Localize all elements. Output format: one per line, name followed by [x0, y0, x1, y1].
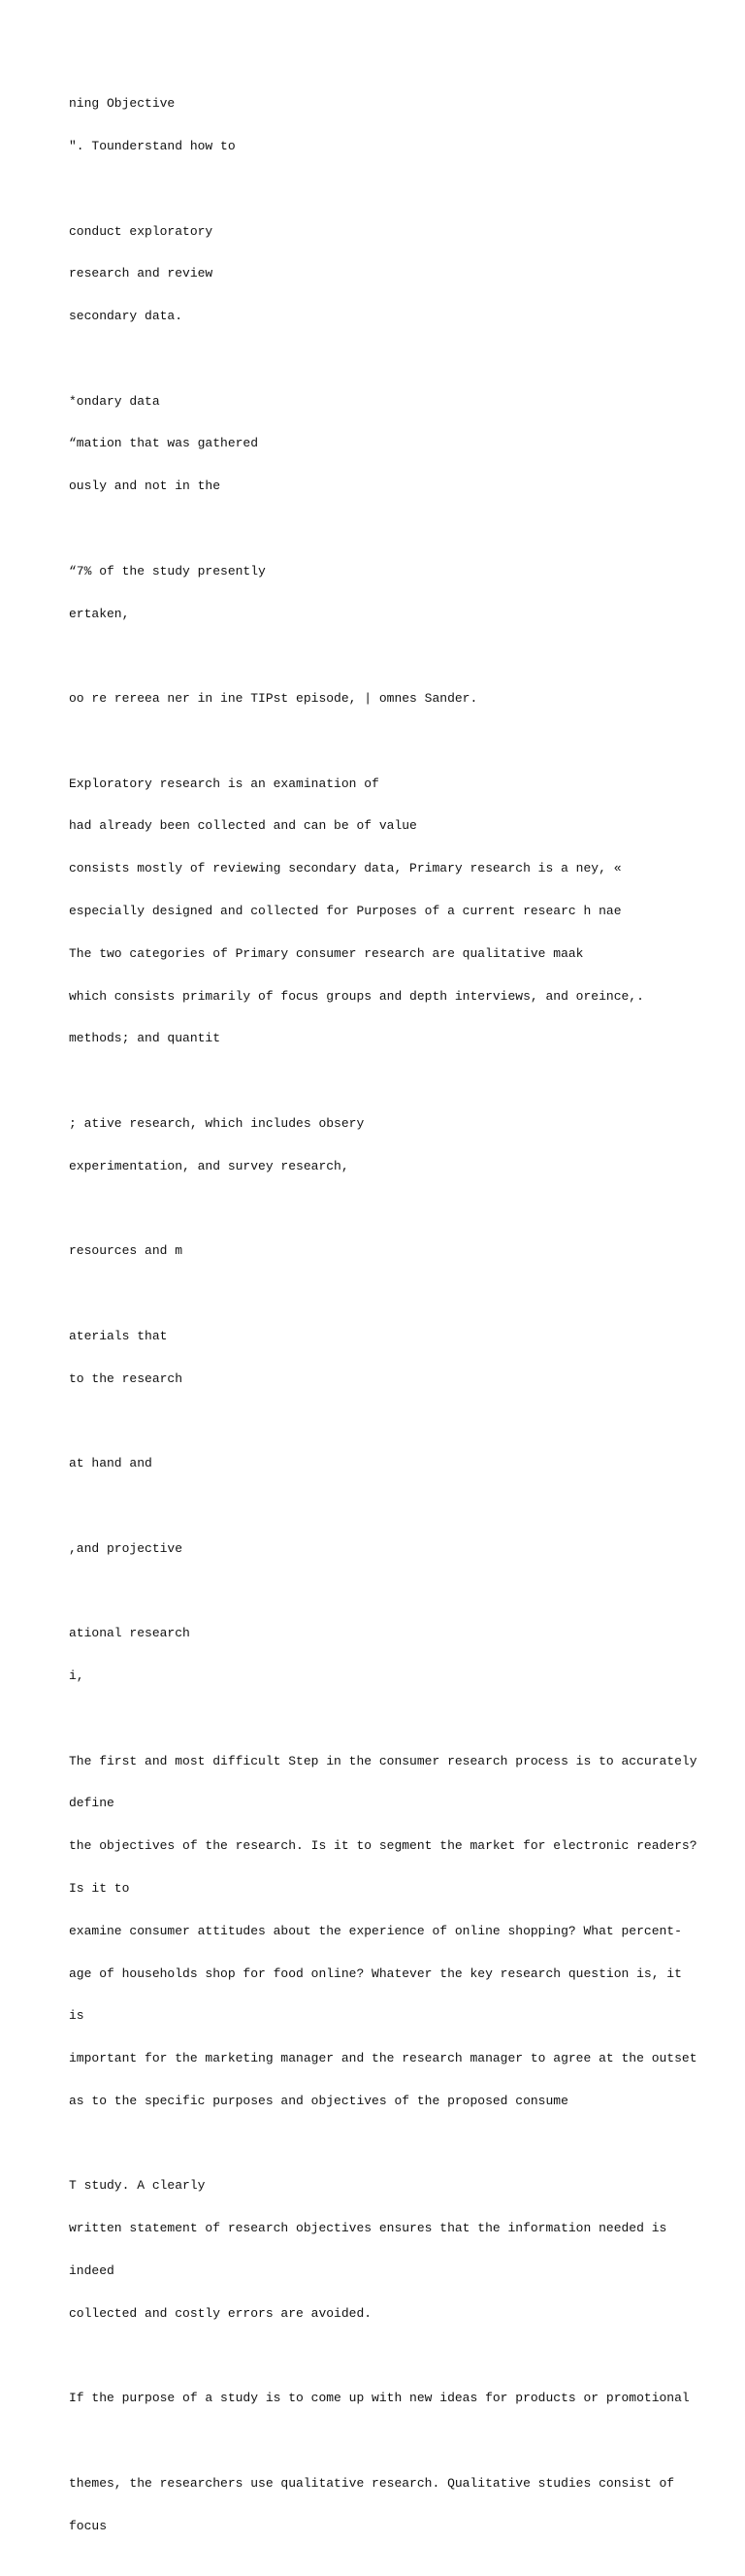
text-line: define: [69, 1796, 114, 1811]
text-line: indeed: [69, 2263, 114, 2279]
paragraph-16: [69, 2449, 690, 2562]
paragraph-14: [69, 2151, 690, 2349]
text-line: as to the specific purposes and objectives of the proposed consume: [69, 2093, 568, 2108]
paragraph-12: [69, 1599, 690, 1712]
text-line: had already been collected and can be of value: [69, 818, 417, 834]
text-line: age of households shop for food online? Whatever the key research question is, it: [69, 1965, 682, 1981]
text-line: consists mostly of reviewing secondary data, Primary research is a ney, «: [69, 861, 622, 876]
text-line: examine consumer attitudes about the experience of online shopping? What percent-: [69, 1923, 682, 1938]
paragraph-15: [69, 2363, 690, 2434]
text-line: the objectives of the research. Is it to segment the market for electronic readers?: [69, 1838, 697, 1854]
text-line: “mation that was gathered: [69, 436, 259, 451]
paragraph-4: [69, 537, 690, 650]
paragraph-6: [69, 749, 690, 1075]
text-line: T study. A clearly: [69, 2178, 206, 2194]
text-line: ; ative research, which includes obsery: [69, 1115, 365, 1131]
paragraph-5: [69, 664, 690, 735]
text-line: aterials that: [69, 1328, 168, 1343]
paragraph-8: [69, 1216, 690, 1287]
text-line: The two categories of Primary consumer research are qualitative maak: [69, 945, 584, 961]
text-line: oo re rereea ner in ine TIPst episode, | omnes Sander.: [69, 691, 478, 707]
text-line: ". Tounderstand how to: [69, 138, 236, 153]
document-page: [69, 69, 697, 2576]
text-line: especially designed and collected for Purposes of a current researc h nae: [69, 904, 622, 919]
text-line: at hand and: [69, 1456, 152, 1471]
text-line: important for the marketing manager and the research manager to agree at the outset: [69, 2051, 697, 2066]
paragraph-7: [69, 1089, 690, 1203]
text-line: i,: [69, 1668, 84, 1684]
text-line: experimentation, and survey research,: [69, 1158, 349, 1173]
text-line: ously and not in the: [69, 479, 221, 494]
paragraph-2: [69, 196, 690, 352]
text-line: written statement of research objectives ensures that the information needed is: [69, 2221, 667, 2236]
paragraph-10: [69, 1429, 690, 1500]
text-line: ational research: [69, 1626, 190, 1641]
text-line: “7% of the study presently: [69, 563, 266, 578]
text-line: collected and costly errors are avoided.: [69, 2305, 372, 2321]
text-line: themes, the researchers use qualitative research. Qualitative studies consist of: [69, 2475, 675, 2491]
text-line: resources and m: [69, 1243, 183, 1259]
text-line: is: [69, 2008, 84, 2024]
text-line: *ondary data: [69, 393, 160, 409]
text-line: If the purpose of a study is to come up with new ideas for products or promotional: [69, 2391, 690, 2406]
text-line: secondary data.: [69, 309, 183, 324]
paragraph-1: [69, 69, 690, 182]
text-line: methods; and quantit: [69, 1031, 221, 1046]
text-line: Exploratory research is an examination of: [69, 776, 379, 791]
text-line: ertaken,: [69, 606, 130, 621]
text-line: which consists primarily of focus groups and depth interviews, and oreince,.: [69, 988, 644, 1004]
text-line: ,and projective: [69, 1540, 183, 1556]
text-line: Is it to: [69, 1881, 130, 1896]
text-line: conduct exploratory: [69, 223, 213, 239]
text-line: The first and most difficult Step in the consumer research process is to accurately: [69, 1753, 697, 1768]
text-line: ning Objective: [69, 96, 176, 112]
paragraph-13: [69, 1726, 697, 2136]
text-line: focus: [69, 2518, 108, 2533]
text-line: research and review: [69, 266, 213, 281]
paragraph-3: [69, 366, 690, 522]
text-line: to the research: [69, 1371, 183, 1386]
paragraph-9: [69, 1302, 690, 1415]
paragraph-11: [69, 1514, 690, 1585]
